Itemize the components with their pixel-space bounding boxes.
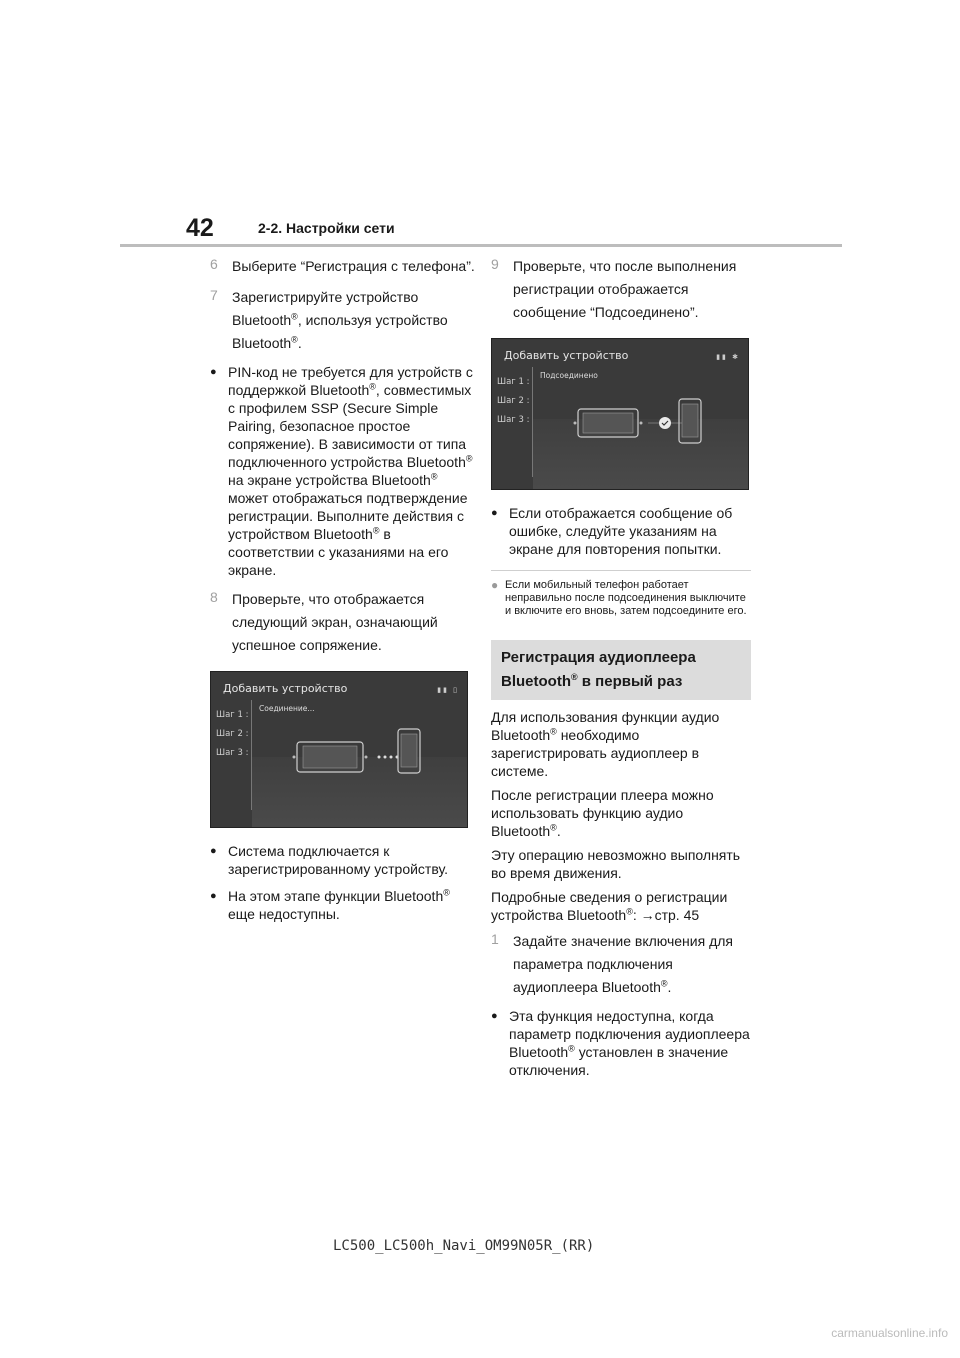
screen-steps (216, 706, 248, 763)
step-6 (210, 255, 478, 278)
bullet-icon: ● (210, 890, 217, 902)
left-column (210, 255, 478, 932)
text-part: На этом этапе функции Bluetooth (228, 888, 444, 904)
page-number: 42 (186, 214, 214, 242)
step-9 (491, 255, 751, 324)
bullet-icon: ● (210, 845, 217, 857)
step-text: Выберите “Регистрация с телефона”. (232, 258, 475, 274)
bullet-text: Система подключается к зарегистрированному устройству. (228, 843, 448, 877)
registered-mark: ® (550, 726, 557, 737)
text-part: Регистрация аудиоплеера Bluetooth (501, 649, 696, 690)
step-1 (491, 930, 751, 999)
text-part: , используя устройство Bluetooth (232, 312, 448, 351)
signal-icon: ▮▮ ▯ (437, 686, 459, 694)
registered-mark: ® (570, 672, 578, 682)
step-number: 1 (491, 931, 499, 947)
step-number: 8 (210, 589, 218, 605)
text-part: в соответствии с указаниями на его экране. (228, 526, 449, 578)
registered-mark: ® (430, 471, 438, 482)
text-part: PIN-код не требуется для устройств с поддержкой Bluetooth (228, 364, 473, 398)
bluetooth-icon: ▮▮ ✱ (716, 353, 740, 361)
screen-title: Добавить устройство (223, 682, 348, 695)
phone-icon (677, 397, 705, 447)
screen-step-1: Шаг 1 : (497, 377, 530, 387)
bullet-text (228, 363, 478, 579)
screen-status: Соединение... (259, 704, 315, 713)
step-text: Проверьте, что после выполнения регистрации отображается сообщение “Подсоединено”. (513, 258, 737, 320)
screen-step-2: Шаг 2 : (216, 729, 249, 739)
step-7 (210, 286, 478, 355)
step-text (513, 930, 751, 999)
text-part: . (556, 823, 561, 839)
step-number: 6 (210, 256, 218, 272)
text-part: в первый раз (577, 673, 683, 690)
car-display-icon (572, 397, 692, 447)
step-text (232, 286, 478, 355)
text-part: на экране устройства Bluetooth (228, 472, 431, 488)
registered-mark: ® (291, 311, 298, 322)
car-display-icon (291, 730, 461, 780)
right-column (491, 255, 751, 1088)
screen-step-2: Шаг 2 : (497, 396, 530, 406)
phone-icon (396, 727, 424, 777)
registered-mark: ® (291, 334, 298, 345)
watermark: carmanualsonline.info (831, 1326, 948, 1340)
header-rule (120, 244, 842, 247)
registered-mark: ® (550, 822, 557, 833)
registered-mark: ® (660, 978, 668, 989)
text-part: еще недоступны. (228, 906, 340, 922)
step-8 (210, 588, 478, 657)
screen-status: Подсоединено (540, 371, 598, 380)
bullet-pin (210, 363, 478, 579)
text-part: Задайте значение включения для параметра подключения аудиоплеера Bluetooth (513, 933, 733, 995)
text-part: Подробные сведения о регистрации устройства Bluetooth (491, 889, 728, 923)
registered-mark: ® (465, 453, 473, 464)
connected-screen (491, 338, 749, 490)
paragraph (491, 786, 751, 840)
screen-step-3: Шаг 3 : (216, 748, 249, 758)
screen-step-1: Шаг 1 : (216, 710, 249, 720)
text-part: . (667, 979, 672, 995)
section-title: 2-2. Настройки сети (258, 220, 395, 236)
text-part: Зарегистрируйте устройство Bluetooth (232, 289, 419, 328)
registered-mark: ® (369, 381, 376, 392)
note-icon: ● (491, 578, 499, 592)
paragraph (491, 888, 751, 924)
text-part: Эта функция недоступна, когда параметр подключения аудиоплеера Bluetooth (509, 1008, 750, 1060)
bullet-text (509, 1007, 751, 1079)
bullet-icon: ● (210, 366, 217, 378)
step-text: Проверьте, что отображается следующий экран, означающий успешное сопряжение. (232, 591, 438, 653)
text-part: может отображаться подтверждение регистрации. Выполните действия с устройством Bluetooth (228, 490, 468, 542)
step-number: 7 (210, 287, 218, 303)
text-part: , совместимых с профилем SSP (Secure Simple Pairing, безопасное простое сопряжение). В зависимости от типа подключенного устройства Bluetooth (228, 382, 472, 470)
note-text: Если мобильный телефон работает неправильно после подсоединения выключите и включите его вновь, затем подсоедините его. (505, 579, 747, 617)
registered-mark: ® (626, 906, 633, 917)
note (491, 579, 751, 618)
footer-doc-code: LC500_LC500h_Navi_OM99N05R_(RR) (333, 1238, 595, 1254)
bullet-feature-unavailable (491, 1007, 751, 1079)
text-part: необходимо зарегистрировать аудиоплеер в системе. (491, 727, 700, 779)
bullet-error (491, 504, 751, 558)
bullet-icon: ● (491, 1010, 498, 1022)
bullet-icon: ● (491, 507, 498, 519)
text-part: : →стр. 45 (632, 907, 700, 923)
text-part: Для использования функции аудио Bluetooth (491, 709, 720, 743)
screen-step-3: Шаг 3 : (497, 415, 530, 425)
paragraph (491, 708, 751, 780)
section-heading (491, 640, 751, 700)
paragraph: Эту операцию невозможно выполнять во время движения. (491, 847, 741, 881)
screen-title: Добавить устройство (504, 349, 629, 362)
bullet-system-connects (210, 842, 478, 878)
note-separator (491, 570, 751, 571)
text-part: . (297, 335, 302, 351)
bullet-text (228, 887, 478, 923)
screen-steps (497, 373, 529, 430)
registered-mark: ® (372, 525, 380, 536)
text-part: После регистрации плеера можно использовать функцию аудио Bluetooth (491, 787, 714, 839)
connecting-screen (210, 671, 468, 828)
bullet-text: Если отображается сообщение об ошибке, следуйте указаниям на экране для повторения попытки. (509, 505, 733, 557)
registered-mark: ® (443, 887, 450, 898)
registered-mark: ® (568, 1043, 575, 1054)
bullet-not-available (210, 887, 478, 923)
step-number: 9 (491, 256, 499, 272)
text-part: установлен в значение отключения. (509, 1044, 729, 1078)
